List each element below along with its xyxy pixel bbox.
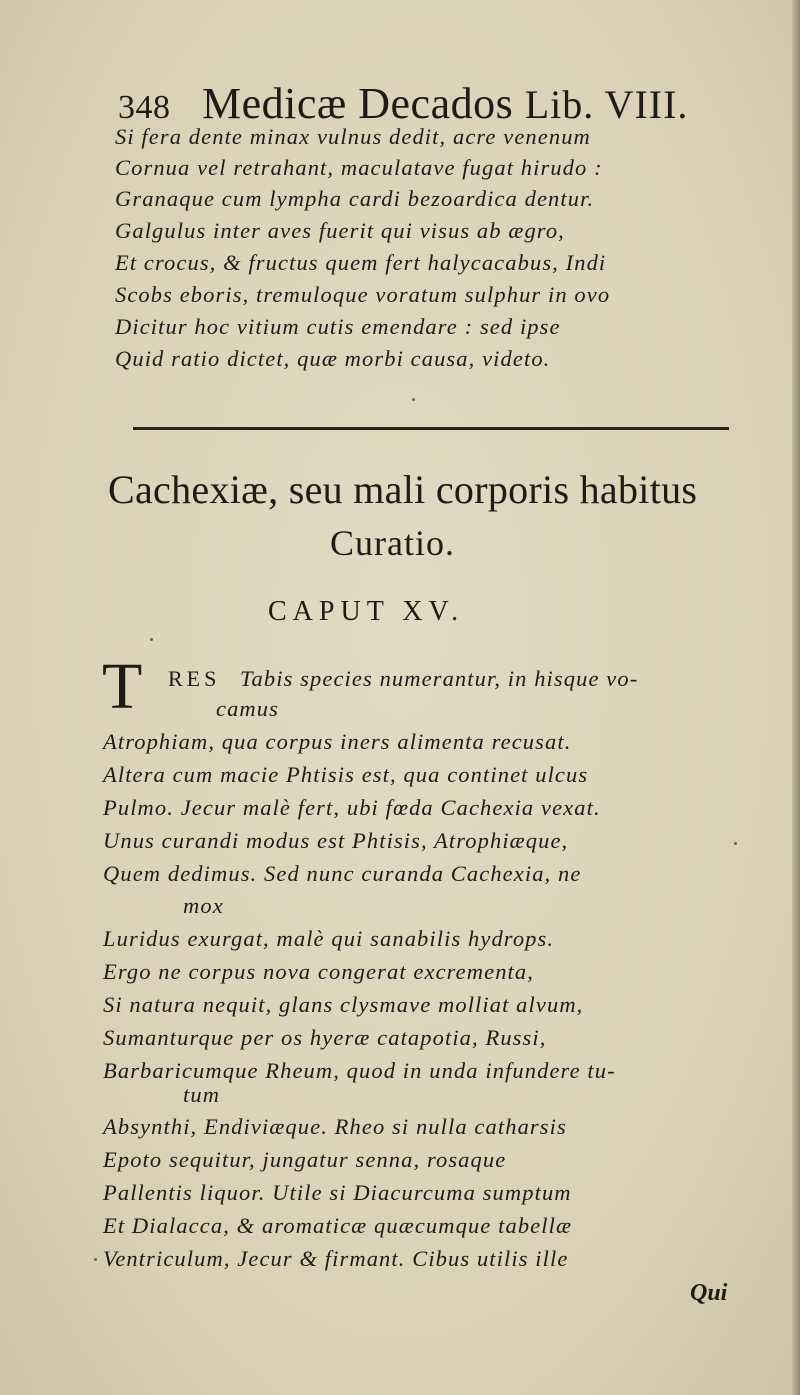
verse-line-first: Tabis species numerantur, in hisque vo-: [240, 666, 639, 691]
paper-speck: [150, 638, 153, 641]
verse-line: Dicitur hoc vitium cutis emendare : sed ipse: [115, 314, 561, 339]
verse-line: Sumanturque per os hyeræ catapotia, Russi,: [103, 1025, 547, 1050]
verse-line: Unus curandi modus est Phtisis, Atrophiæque,: [103, 828, 569, 853]
verse-line: Et crocus, & fructus quem fert halycacabus, Indi: [115, 250, 607, 275]
verse-line: Et Dialacca, & aromaticæ quæcumque tabellæ: [103, 1213, 573, 1238]
verse-line: Pallentis liquor. Utile si Diacurcuma sumptum: [103, 1180, 572, 1205]
section-subtitle: Curatio.: [330, 523, 455, 563]
verse-line: Atrophiam, qua corpus iners alimenta recusat.: [103, 729, 572, 754]
verse-line: Absynthi, Endiviæque. Rheo si nulla catharsis: [103, 1114, 567, 1139]
verse-line: Barbaricumque Rheum, quod in unda infundere tu-: [103, 1058, 616, 1083]
verse-line: Luridus exurgat, malè qui sanabilis hydrops.: [103, 926, 555, 951]
page-edge-shadow: [792, 0, 800, 1395]
chapter-heading: CAPUT XV.: [268, 596, 465, 627]
verse-line: Ergo ne corpus nova congerat excrementa,: [103, 959, 534, 984]
first-word-caps: RES: [168, 666, 221, 691]
paper-speck: [94, 1258, 97, 1261]
verse-line: Scobs eboris, tremuloque voratum sulphur in ovo: [115, 282, 611, 307]
verse-line: camus: [216, 696, 279, 721]
section-divider: [133, 427, 729, 430]
verse-line: Galgulus inter aves fuerit qui visus ab ægro,: [115, 218, 565, 243]
verse-line: mox: [183, 893, 224, 918]
verse-line: Si natura nequit, glans clysmave molliat alvum,: [103, 992, 584, 1017]
header-title: Medicæ Decados: [202, 79, 514, 128]
running-header: [118, 78, 688, 129]
verse-line: Ventriculum, Jecur & firmant. Cibus utilis ille: [103, 1246, 569, 1271]
drop-cap: T: [102, 650, 143, 723]
verse-line: Altera cum macie Phtisis est, qua continet ulcus: [103, 762, 589, 787]
verse-line: Cornua vel retrahant, maculatave fugat hirudo :: [115, 155, 603, 180]
verse-line: tum: [183, 1082, 221, 1107]
verse-line: Quid ratio dictet, quæ morbi causa, videto.: [115, 346, 551, 371]
verse-line: Pulmo. Jecur malè fert, ubi fœda Cachexia vexat.: [103, 795, 601, 820]
page-number: 348: [118, 89, 171, 126]
verse-line: Epoto sequitur, jungatur senna, rosaque: [103, 1147, 507, 1172]
section-title: Cachexiæ, seu mali corporis habitus: [108, 467, 698, 512]
verse-line: Si fera dente minax vulnus dedit, acre venenum: [115, 124, 591, 149]
verse-line: Granaque cum lympha cardi bezoardica dentur.: [115, 186, 595, 211]
catchword: Qui: [690, 1280, 728, 1306]
paper-speck: [734, 842, 737, 845]
paper-speck: [412, 398, 415, 401]
header-book: Lib. VIII.: [524, 82, 689, 127]
verse-line: Quem dedimus. Sed nunc curanda Cachexia, ne: [103, 861, 582, 886]
